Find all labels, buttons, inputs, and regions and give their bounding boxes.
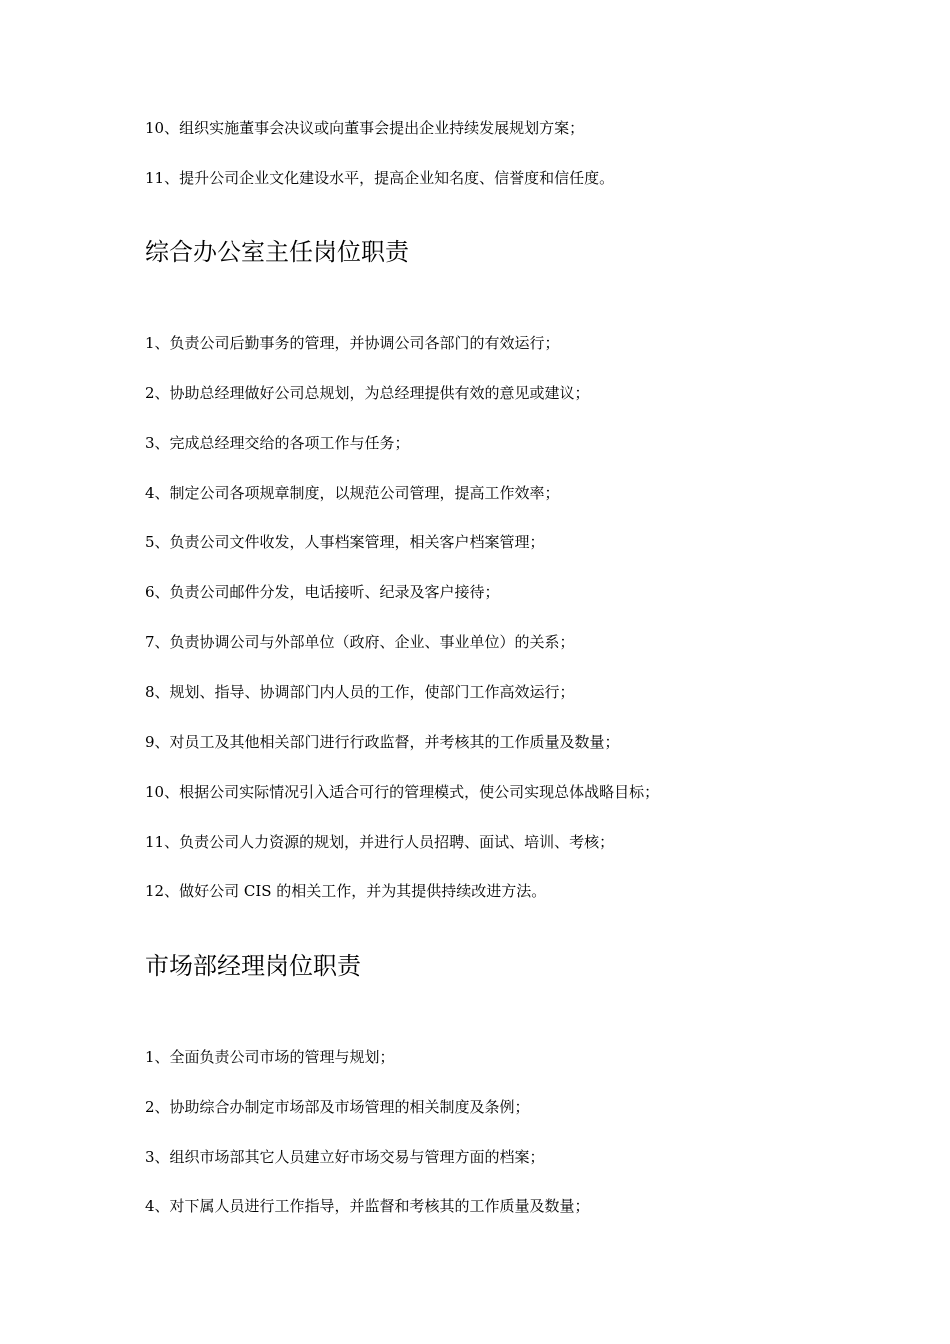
list-item: 2、协助综合办制定市场部及市场管理的相关制度及条例；: [145, 1098, 530, 1116]
list-item: 1、负责公司后勤事务的管理，并协调公司各部门的有效运行；: [145, 334, 560, 352]
list-item: 4、对下属人员进行工作指导，并监督和考核其的工作质量及数量；: [145, 1197, 590, 1215]
list-item: 1、全面负责公司市场的管理与规划；: [145, 1048, 395, 1066]
list-item: 10、根据公司实际情况引入适合可行的管理模式，使公司实现总体战略目标；: [145, 783, 660, 801]
list-item: 11、提升公司企业文化建设水平，提高企业知名度、信誉度和信任度。: [145, 169, 615, 187]
list-item: 3、组织市场部其它人员建立好市场交易与管理方面的档案；: [145, 1148, 545, 1166]
list-item: 3、完成总经理交给的各项工作与任务；: [145, 434, 410, 452]
list-item: 6、负责公司邮件分发，电话接听、纪录及客户接待；: [145, 583, 500, 601]
list-item: 7、负责协调公司与外部单位（政府、企业、事业单位）的关系；: [145, 633, 575, 651]
section-heading: 综合办公室主任岗位职责: [145, 238, 409, 266]
list-item: 4、制定公司各项规章制度，以规范公司管理，提高工作效率；: [145, 484, 560, 502]
list-item: 9、对员工及其他相关部门进行行政监督，并考核其的工作质量及数量；: [145, 733, 620, 751]
list-item: 12、做好公司 CIS 的相关工作，并为其提供持续改进方法。: [145, 882, 547, 900]
section-heading: 市场部经理岗位职责: [145, 952, 361, 980]
list-item: 5、负责公司文件收发，人事档案管理，相关客户档案管理；: [145, 533, 545, 551]
list-item: 11、负责公司人力资源的规划，并进行人员招聘、面试、培训、考核；: [145, 833, 615, 851]
list-item: 10、组织实施董事会决议或向董事会提出企业持续发展规划方案；: [145, 119, 585, 137]
list-item: 2、协助总经理做好公司总规划，为总经理提供有效的意见或建议；: [145, 384, 590, 402]
list-item: 8、规划、指导、协调部门内人员的工作，使部门工作高效运行；: [145, 683, 575, 701]
